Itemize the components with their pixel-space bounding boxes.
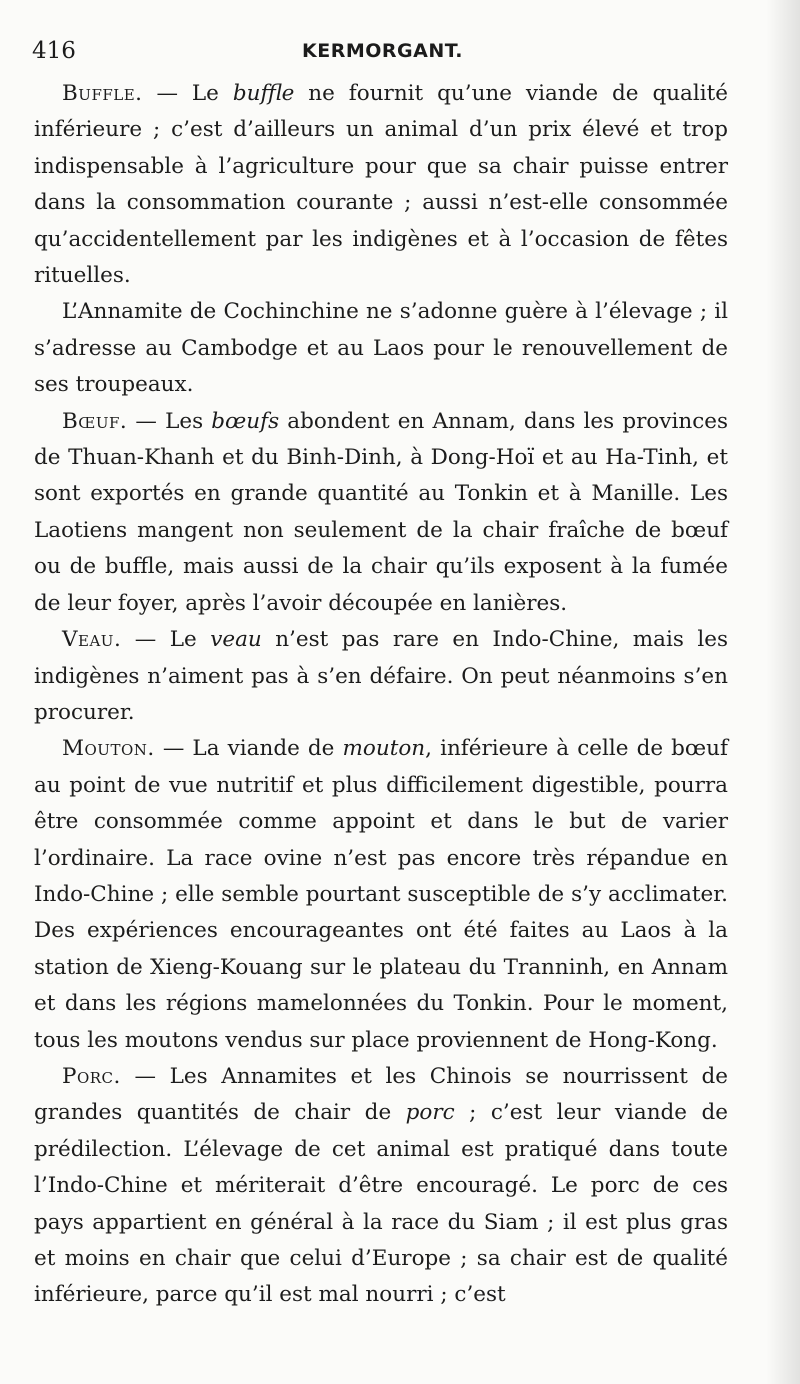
page-header (32, 38, 722, 70)
text-run: — Le (142, 81, 233, 106)
italic-term: veau (210, 627, 262, 653)
paragraph (34, 622, 728, 731)
running-head: KERMORGANT. (302, 40, 464, 62)
paragraph-lead: Porc. (62, 1063, 121, 1089)
text-run: ; c’est leur viande de prédilection. L’élevage de cet animal est pratiqué dans toute l’Indo-Chine et mériterait d’être encouragé. Le porc de ces pays appartient en général à la race du Siam ; il est plus gras et moins en chair que celui d’Europe ; sa chair est de qualité inférieure, parce qu’il est mal nourri ; c’est (34, 1100, 728, 1308)
paragraph (34, 404, 728, 622)
paragraph (34, 76, 728, 294)
text-run: abondent en Annam, dans les provinces de Thuan-Khanh et du Binh-Dinh, à Dong-Hoï et au Ha-Tinh, et sont exportés en grande quantité au Tonkin et à Manille. Les Laotiens mangent non seulement de la chair fraîche de bœuf ou de buffle, mais aussi de la chair qu’ils exposent à la fumée de leur foyer, après l’avoir découpée en lanières. (34, 408, 728, 616)
paragraph-lead: Bœuf. (62, 408, 128, 434)
text-run: ne fournit qu’une viande de qualité inférieure ; c’est d’ailleurs un animal d’un prix élevé et trop indispensable à l’agriculture pour que sa chair puisse entrer dans la consommation courante ; aussi n’est-elle consommée qu’accidentellement par les indigènes et à l’occasion de fêtes rituelles. (34, 81, 728, 289)
paragraph (34, 294, 728, 403)
paragraph-lead: Buffle. (62, 81, 143, 106)
text-run: n’est pas rare en Indo-Chine, mais les indigènes n’aiment pas à s’en défaire. On peut néanmoins s’en procurer. (34, 627, 728, 725)
text-run: L’Annamite de Cochinchine ne s’adonne guère à l’élevage ; il s’adresse au Cambodge et au Laos pour le renouvellement de ses troupeaux. (34, 299, 728, 398)
page-number: 416 (32, 38, 76, 64)
italic-term: mouton (342, 736, 426, 762)
text-run: , inférieure à celle de bœuf au point de vue nutritif et plus difficilement digestible, pourra être consommée comme appoint et dans le but de varier l’ordinaire. La race ovine n’est pas encore très répandue en Indo-Chine ; elle semble pourtant susceptible de s’y acclimater. Des expériences encourageantes ont été faites au Laos à la station de Xieng-Kouang sur le plateau du Tranninh, en Annam et dans les régions mamelonnées du Tonkin. Pour le moment, tous les moutons vendus sur place proviennent de Hong-Kong. (34, 736, 728, 1053)
text-run: — Les (127, 408, 212, 434)
paragraph-lead: Mouton. (62, 736, 155, 762)
paragraph (34, 1059, 728, 1314)
gutter-shadow (766, 0, 800, 1384)
italic-term: buffle (232, 81, 295, 106)
paragraph (34, 731, 728, 1059)
italic-term: porc (405, 1100, 455, 1126)
body-text (34, 76, 728, 1314)
text-run: — La viande de (154, 736, 343, 762)
italic-term: bœufs (211, 408, 280, 434)
text-run: — Le (121, 627, 211, 653)
paragraph-lead: Veau. (62, 627, 122, 653)
text-run: — Les Annamites et les Chinois se nourrissent de grandes quantités de chair de (34, 1063, 728, 1126)
